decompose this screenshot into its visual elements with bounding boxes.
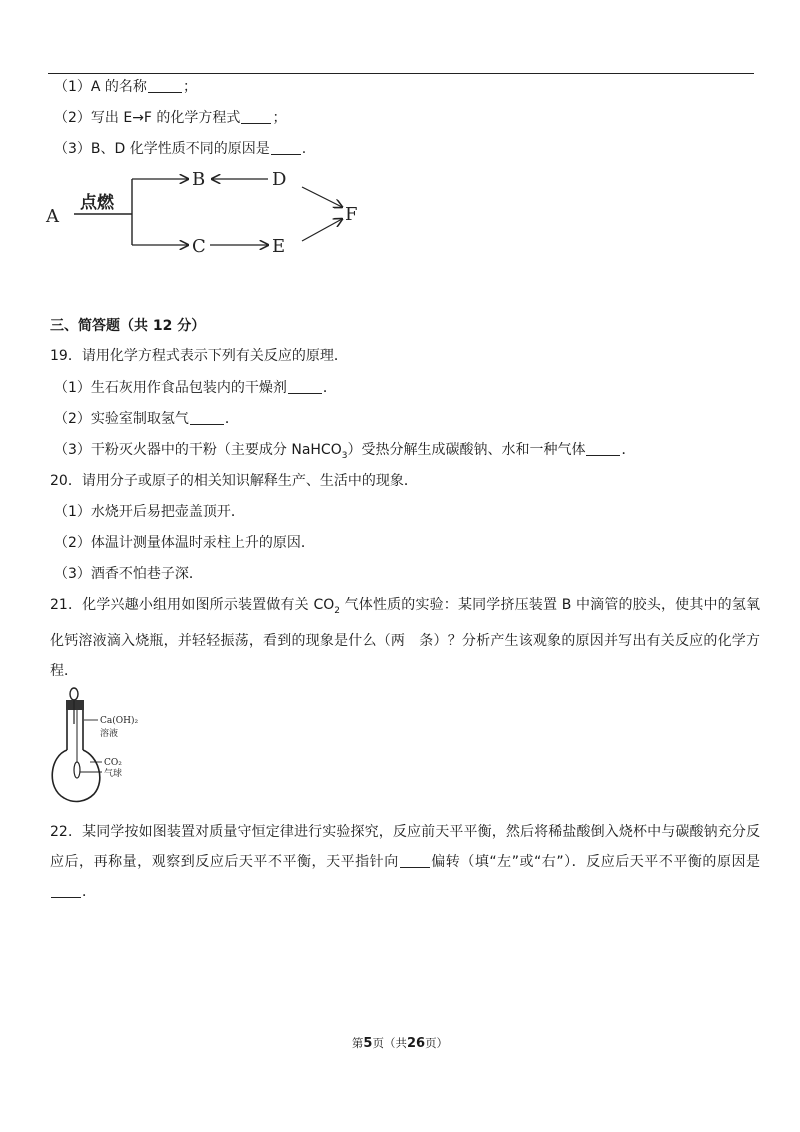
label-balloon: 气球 — [104, 769, 123, 779]
flask-apparatus-figure — [46, 686, 156, 806]
answer-blank — [400, 853, 430, 868]
q20-part-3: （3）酒香不怕巷子深． — [54, 566, 203, 582]
question-line-3: （3）B、D 化学性质不同的原因是 . — [54, 141, 307, 157]
q19-part-3: （3）干粉灭火器中的干粉（主要成分 NaHCO$_3$）受热分解生成碳酸钠、水和一种气体 ． — [54, 442, 636, 461]
answer-blank — [271, 140, 301, 155]
question-line-1: （1）A 的名称 ； — [54, 79, 197, 95]
q19-part-2: （2）实验室制取氢气 ． — [54, 411, 239, 427]
answer-blank — [288, 379, 322, 394]
q21-text: 21．化学兴趣小组用如图所示装置做有关 $CO_2$ 气体性质的实验：某同学挤压装置 B 中滴管的胶头，使其中的氢氧化钙溶液滴入烧瓶，并轻轻振荡，看到的现象是什么（两 条）？分析产生该观象的原因并写出有关反应的化学方程． — [50, 597, 760, 679]
answer-blank — [51, 883, 81, 898]
section-title: 三、简答题（共 12 分） — [50, 318, 206, 334]
node-a: A — [46, 206, 59, 227]
condition-label: 点燃 — [80, 193, 114, 213]
q20-part-1: （1）水烧开后易把壶盖顶开． — [54, 504, 245, 520]
q22-text: 22．某同学按如图装置对质量守恒定律进行实验探究，反应前天平平衡，然后将稀盐酸倒入烧杯中与碳酸钠充分反应后，再称量，观察到反应后天平不平衡，天平指针向 偏转（填“左”或“右”）．反应后天平不平衡的原因是． — [50, 824, 761, 900]
answer-blank — [148, 78, 182, 93]
arrow-e-to-f — [302, 219, 342, 241]
node-f: F — [345, 204, 358, 225]
node-e: E — [272, 236, 286, 257]
node-d: D — [272, 169, 287, 190]
arrow-d-to-f — [302, 187, 342, 207]
q20-stem: 20．请用分子或原子的相关知识解释生产、生活中的现象． — [50, 473, 418, 489]
label-co2: CO₂ — [104, 758, 122, 768]
node-c: C — [192, 236, 206, 257]
node-b: B — [192, 169, 206, 190]
reaction-flow-diagram — [40, 165, 380, 265]
label-solution: Ca(OH)₂ — [100, 716, 139, 726]
page-footer: 第5页（共26页） — [351, 1036, 449, 1051]
answer-blank — [241, 109, 271, 124]
question-line-2: （2）写出 E→F 的化学方程式 ； — [54, 110, 287, 126]
header-rule — [48, 73, 754, 74]
q20-part-2: （2）体温计测量体温时汞柱上升的原因． — [54, 535, 315, 551]
q19-stem: 19．请用化学方程式表示下列有关反应的原理． — [50, 348, 348, 364]
answer-blank — [586, 441, 620, 456]
label-solution-2: 溶液 — [100, 729, 119, 739]
answer-blank — [190, 410, 224, 425]
q19-part-1: （1）生石灰用作食品包装内的干燥剂 ． — [54, 380, 337, 396]
